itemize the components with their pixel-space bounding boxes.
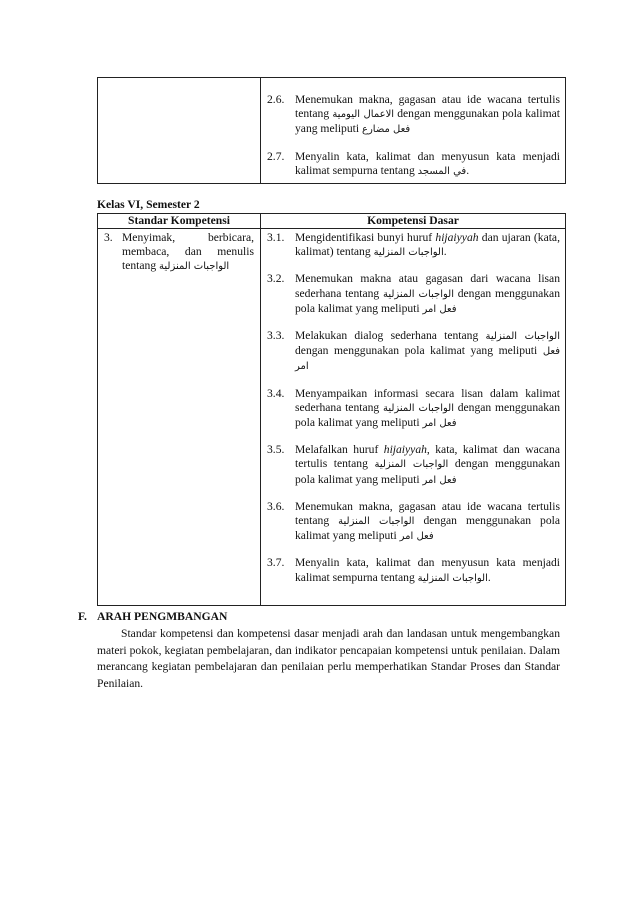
empty-cell <box>98 78 261 184</box>
kd-text <box>295 500 560 545</box>
arabic-term: الواجبات المنزلية <box>485 331 560 343</box>
kd-cell <box>261 229 566 606</box>
text-run: Menyimak, berbicara, membaca, dan menulis tentang <box>122 231 254 273</box>
table-header-row <box>98 214 566 229</box>
section-title: ARAH PENGMBANGAN <box>97 610 228 623</box>
kd-number: 3.5. <box>267 443 285 457</box>
arabic-term: فعل امر <box>422 303 457 315</box>
text-run: dengan menggunakan pola kalimat yang meliputi <box>295 457 561 486</box>
text-run: Melafalkan huruf <box>295 443 384 457</box>
sk-item <box>98 229 260 275</box>
kd-list <box>261 229 565 586</box>
arabic-term: الاعمال اليومية <box>332 109 395 121</box>
kd-cell <box>261 78 566 184</box>
kd-number: 2.7. <box>267 149 285 163</box>
arabic-term: في المسجد <box>417 165 467 177</box>
section-heading <box>78 610 227 624</box>
arabic-term: فعل امر <box>295 346 560 373</box>
arabic-term: الواجبات المنزلية <box>159 261 230 273</box>
kd-item <box>267 556 560 585</box>
sk-number: 3. <box>104 231 113 244</box>
italic-term: hijaiyyah <box>435 231 479 244</box>
text-run: dan ujaran (kata, kalimat) tentang <box>295 231 560 259</box>
arabic-term: الواجبات المنزلية <box>417 572 488 584</box>
kd-item <box>267 93 560 138</box>
kd-text <box>295 150 560 179</box>
sk-cell <box>98 229 261 606</box>
arabic-term: فعل مضارع <box>361 124 411 136</box>
text-run: dengan menggunakan pola kalimat yang meliputi <box>295 514 561 543</box>
kd-text <box>295 387 560 432</box>
top-competency-table <box>97 77 566 184</box>
text-run: dengan menggunakan pola kalimat yang meliputi <box>295 344 543 358</box>
header-standar-kompetensi: Standar Kompetensi <box>98 214 261 229</box>
kd-number: 3.1. <box>267 231 285 244</box>
italic-term: hijaiyyah <box>383 443 427 457</box>
text-run: Melakukan dialog sederhana tentang <box>295 329 486 343</box>
kd-text <box>295 443 560 488</box>
table-row <box>98 78 566 184</box>
kd-list <box>261 78 565 179</box>
text-run: dengan menggunakan pola kalimat yang meliputi <box>295 107 561 136</box>
text-run: Menyalin kata, kalimat dan menyusun kata menjadi kalimat sempurna tentang <box>295 556 560 584</box>
arabic-term: الواجبات المنزلية <box>373 247 444 259</box>
text-run: . <box>443 245 447 259</box>
sk-text <box>122 231 254 275</box>
kd-text <box>295 272 560 317</box>
kd-number: 3.7. <box>267 556 285 570</box>
text-run: . <box>487 570 491 584</box>
kd-number: 3.3. <box>267 329 285 343</box>
kd-item <box>267 231 560 260</box>
text-run: Mengidentifikasi bunyi huruf <box>295 231 436 244</box>
kd-number: 3.6. <box>267 499 285 513</box>
kd-item <box>267 272 560 317</box>
text-run: Menyalin kata, kalimat dan menyusun kata menjadi kalimat sempurna tentang <box>295 149 560 177</box>
kd-text <box>295 556 560 585</box>
arabic-term: الواجبات المنزلية <box>338 516 415 528</box>
arabic-term: الواجبات المنزلية <box>382 402 454 414</box>
kd-number: 3.4. <box>267 386 285 400</box>
header-kompetensi-dasar: Kompetensi Dasar <box>261 214 566 229</box>
kd-text <box>295 93 560 138</box>
kelas-heading: Kelas VI, Semester 2 <box>97 198 200 211</box>
kd-item <box>267 387 560 432</box>
text-run: dengan menggunakan pola kalimat yang meliputi <box>295 400 560 430</box>
text-run: . <box>466 163 470 177</box>
text-run: Menyampaikan informasi secara lisan dalam kalimat sederhana tentang <box>295 386 560 414</box>
kd-number: 3.2. <box>267 272 285 286</box>
kd-text <box>295 231 560 260</box>
arabic-term: فعل امر <box>422 418 457 430</box>
competency-table <box>97 213 566 606</box>
section-paragraph: Standar kompetensi dan kompetensi dasar menjadi arah dan landasan untuk mengembangkan materi pokok, kegiatan pembelajaran, dan indikator pencapaian kompetensi untuk penilaian. Dalam merancang kegiatan pembelajaran dan penilaian perlu memperhatikan Standar Proses dan Standar Penilaian. <box>97 627 560 690</box>
arabic-term: فعل امر <box>399 531 434 543</box>
kd-item <box>267 150 560 179</box>
text-run: dengan menggunakan pola kalimat yang meliputi <box>295 286 560 315</box>
kd-item <box>267 443 560 488</box>
arabic-term: فعل امر <box>422 474 457 486</box>
kd-item <box>267 329 560 375</box>
kd-item <box>267 500 560 545</box>
kd-text <box>295 329 560 375</box>
table-row <box>98 229 566 606</box>
text-run: Menemukan makna, gagasan atau ide wacana tertulis tentang <box>295 93 560 121</box>
text-run: Menemukan makna atau gagasan dari wacana lisan sederhana tentang <box>295 272 560 300</box>
text-run: Menemukan makna, gagasan atau ide wacana tertulis tentang <box>295 499 560 528</box>
kd-number: 2.6. <box>267 93 285 106</box>
arabic-term: الواجبات المنزلية <box>374 459 449 471</box>
text-run: , kata, kalimat dan wacana tertulis tentang <box>295 443 560 471</box>
arabic-term: الواجبات المنزلية <box>382 288 454 300</box>
section-letter: F. <box>78 610 87 623</box>
